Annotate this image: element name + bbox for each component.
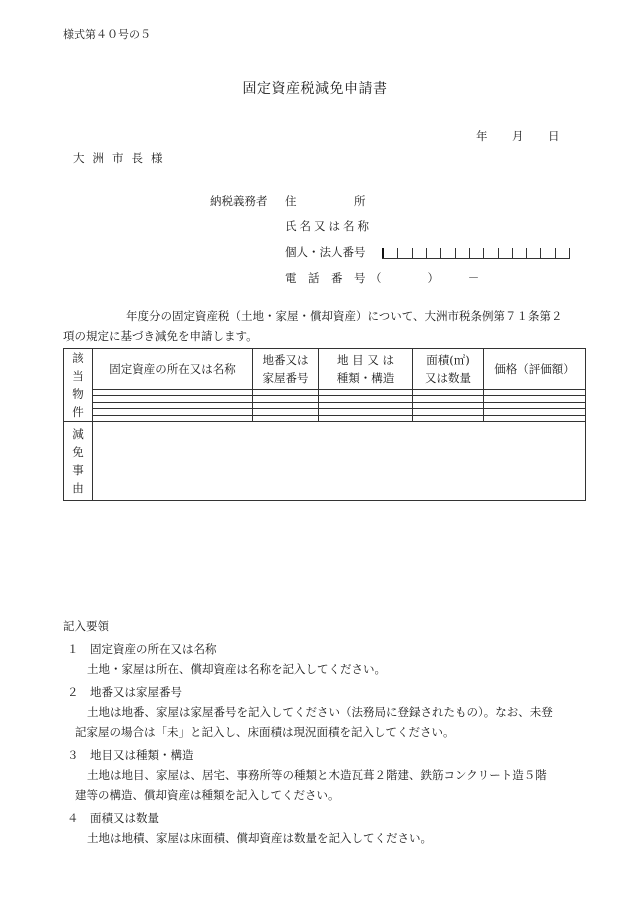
note-body: 土地は地目、家屋は、居宅、事務所等の種類と木造瓦葺２階建、鉄筋コンクリート造５階 建等の構造、償却資産は種類を記入してください。 <box>75 768 547 802</box>
page-title: 固定資産税減免申請書 <box>242 81 388 97</box>
phone-format: （ ） － <box>370 271 480 285</box>
phone-label: 電 話 番 号 <box>285 271 366 285</box>
note-title: １ 固定資産の所在又は名称 <box>67 642 217 656</box>
instructions <box>63 616 603 848</box>
instructions-heading: 記入要領 <box>63 619 109 633</box>
note-body: 土地は地積、家屋は床面積、償却資産は数量を記入してください。 <box>87 831 432 845</box>
reduction-reason-label: 減 免 事 由 <box>64 422 93 501</box>
form-number: 様式第４０号の５ <box>63 28 151 41</box>
note-title: ３ 地目又は種類・構造 <box>67 748 194 762</box>
header-category: 地 目 又 は 種類・構造 <box>319 349 413 390</box>
property-table <box>63 348 586 501</box>
reduction-reason-field[interactable] <box>93 422 586 501</box>
date-day-label: 日 <box>548 129 560 143</box>
application-statement-line-2: 項の規定に基づき減免を申請します。 <box>63 329 258 343</box>
note-body: 土地・家屋は所在、償却資産は名称を記入してください。 <box>87 662 386 676</box>
note-body: 土地は地番、家屋は家屋番号を記入してください（法務局に登録されたもの）。なお、未登 記家屋の場合は「未」と記入し、床面積は現況面積を記入してください。 <box>75 705 553 739</box>
name-label: 氏名又は名称 <box>285 219 372 233</box>
note-title: ４ 面積又は数量 <box>67 811 159 825</box>
header-location: 固定資産の所在又は名称 <box>93 349 253 390</box>
property-section-label: 該 当 物 件 <box>64 349 93 422</box>
taxpayer-label: 納税義務者 <box>210 194 268 208</box>
date-year-label: 年 <box>476 129 488 143</box>
address-label: 住 所 <box>285 194 366 208</box>
number-label: 個人・法人番号 <box>285 245 366 259</box>
header-value: 価格（評価額） <box>484 349 586 390</box>
application-statement-line-1: 年度分の固定資産税（土地・家屋・償却資産）について、大洲市税条例第７１条第２ <box>126 309 563 323</box>
note-title: ２ 地番又は家屋番号 <box>67 685 182 699</box>
personal-corporate-number-boxes[interactable] <box>382 248 570 259</box>
application-statement <box>63 306 593 346</box>
addressee: 大洲市長様 <box>73 151 171 165</box>
header-area: 面積(㎡) 又は数量 <box>413 349 484 390</box>
header-lot-number: 地番又は 家屋番号 <box>253 349 319 390</box>
date-month-label: 月 <box>512 129 524 143</box>
